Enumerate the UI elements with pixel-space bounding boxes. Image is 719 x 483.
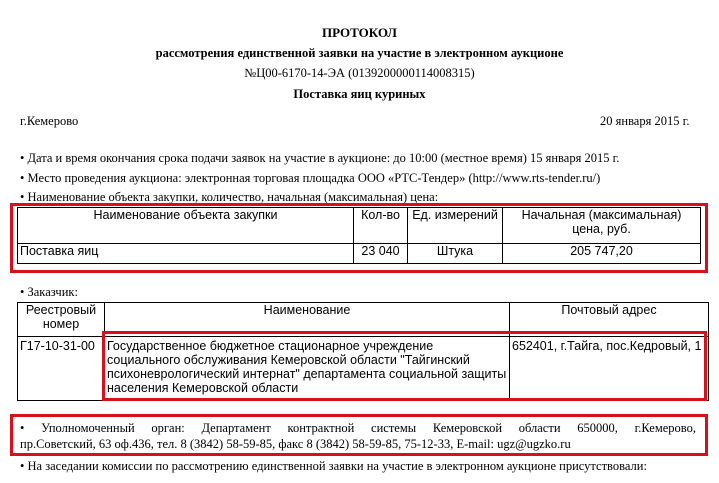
customer-header-reg: Реестровый номер [18, 303, 105, 337]
object-cell-qty: 23 040 [354, 244, 408, 264]
meeting-line: • На заседании комиссии по рассмотрению единственной заявки на участие в электронном аукционе присутствовали: [20, 459, 647, 473]
object-header-unit: Ед. измерений [408, 208, 503, 244]
authorized-line-1: • Уполномоченный орган: Департамент контрактной системы Кемеровской области 650000, г.Кемерово, [20, 421, 696, 435]
customer-header-address: Почтовый адрес [510, 303, 709, 337]
venue-line: • Место проведения аукциона: электронная торговая площадка ООО «РТС-Тендер» (http://www.rts-tender.ru/) [20, 171, 601, 185]
customer-intro-line: • Заказчик: [20, 285, 78, 299]
object-cell-price: 205 747,20 [503, 244, 701, 264]
procurement-subject: Поставка яиц куриных [293, 87, 426, 101]
authorized-line-2: пр.Советский, 63 оф.436, тел. 8 (3842) 58-59-85, факс 8 (3842) 58-59-85, 75-12-33, E-mail: ugz@ugzko.ru [20, 437, 571, 451]
object-cell-unit: Штука [408, 244, 503, 264]
object-header-name: Наименование объекта закупки [18, 208, 354, 244]
object-table [17, 207, 701, 264]
customer-header-name: Наименование [105, 303, 510, 337]
object-header-qty: Кол-во [354, 208, 408, 244]
customer-table [17, 302, 709, 401]
protocol-title: ПРОТОКОЛ [322, 25, 397, 40]
customer-cell-name: Государственное бюджетное стационарное учреждение социального обслуживания Кемеровской области "Тайгинский психоневрологический интернат" департамента социальной защиты населения Кемеровской области [105, 337, 510, 401]
object-intro-line: • Наименование объекта закупки, количество, начальная (максимальная) цена: [20, 190, 439, 204]
protocol-number: №Ц00-6170-14-ЭА (0139200000114008315) [244, 66, 475, 80]
deadline-line: • Дата и время окончания срока подачи заявок на участие в аукционе: до 10:00 (местное время) 15 января 2015 г. [20, 151, 620, 165]
customer-cell-address: 652401, г.Тайга, пос.Кедровый, 1 [510, 337, 709, 401]
protocol-date: 20 января 2015 г. [600, 114, 690, 128]
customer-cell-reg: Г17-10-31-00 [18, 337, 105, 401]
object-cell-name: Поставка яиц [18, 244, 354, 264]
place: г.Кемерово [20, 114, 79, 128]
protocol-subtitle: рассмотрения единственной заявки на участие в электронном аукционе [155, 46, 564, 60]
object-header-price: Начальная (максимальная) цена, руб. [503, 208, 701, 244]
